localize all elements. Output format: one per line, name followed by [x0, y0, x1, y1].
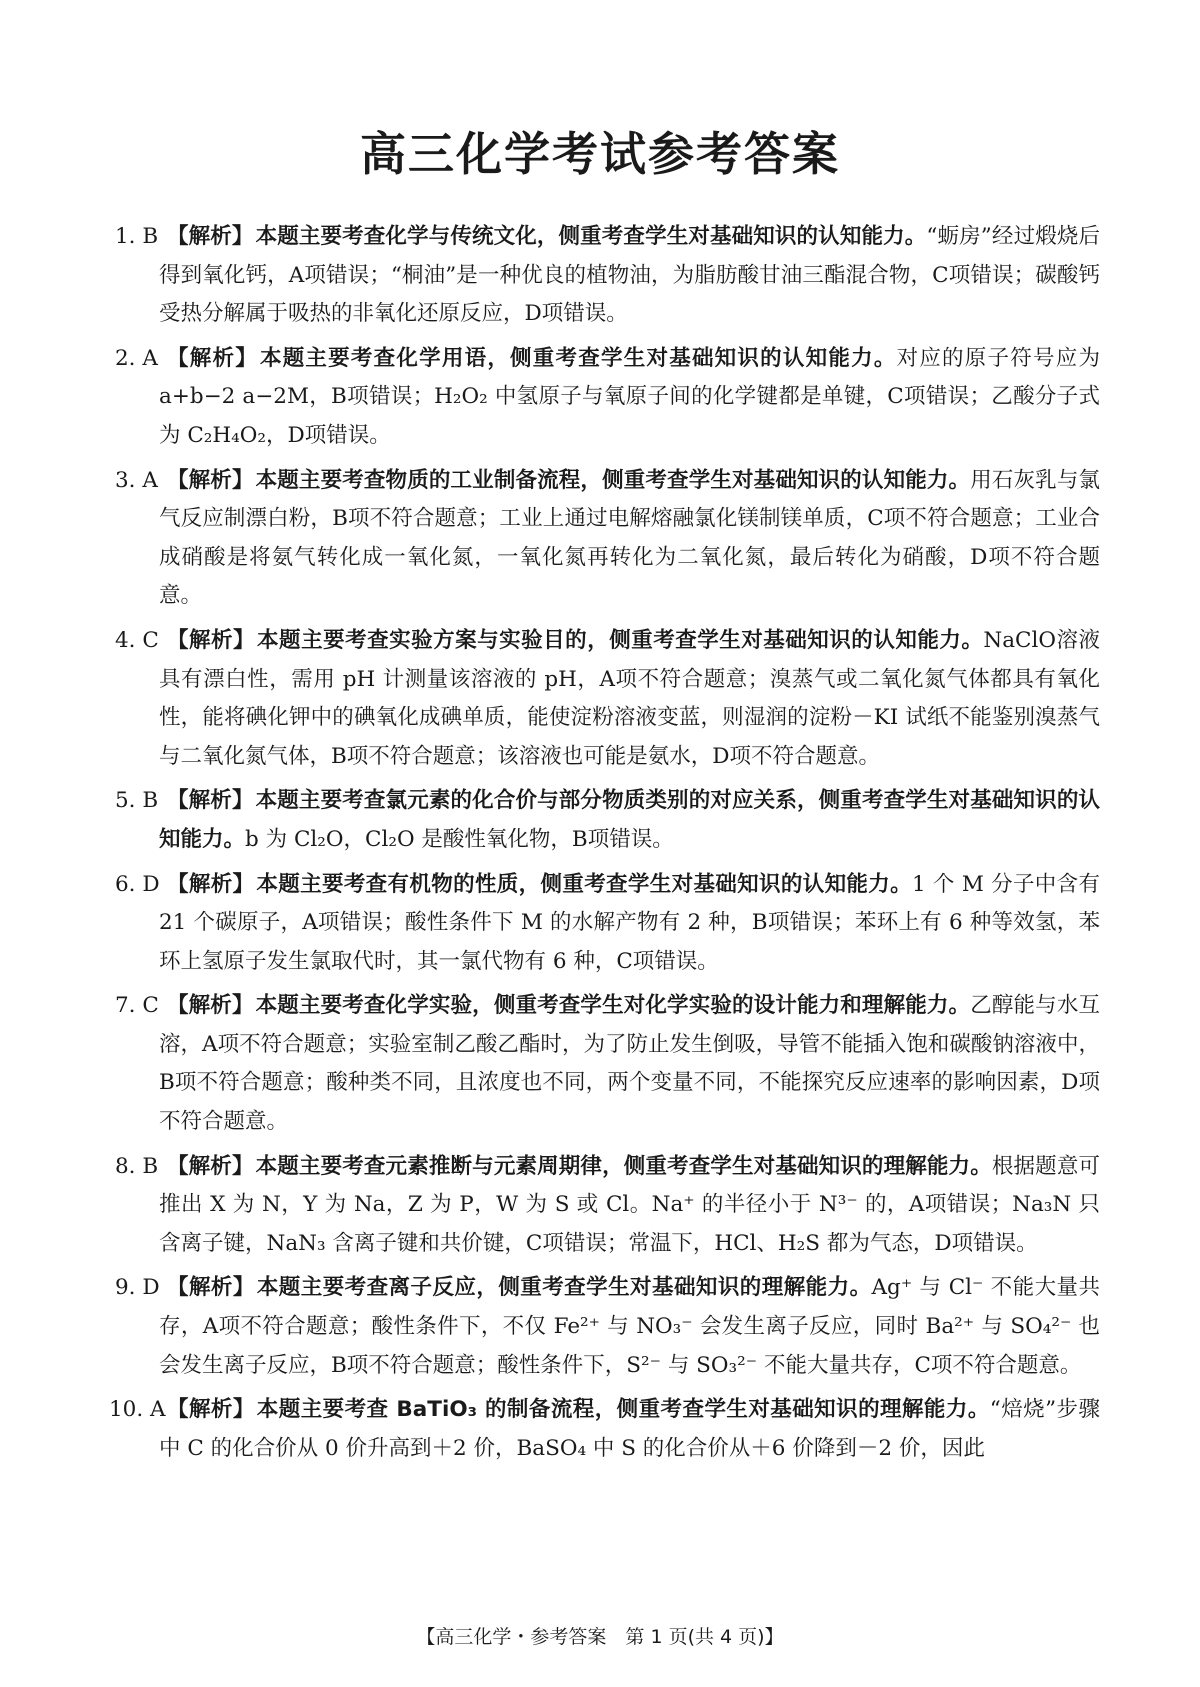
analysis-body: b 为 Cl₂O，Cl₂O 是酸性氧化物，B项错误。: [245, 826, 674, 852]
answer-item-6: [115, 866, 1100, 982]
analysis-focus: 本题主要考查有机物的性质，侧重考查学生对基础知识的认知能力。: [256, 871, 912, 897]
analysis-focus: 本题主要考查元素推断与元素周期律，侧重考查学生对基础知识的理解能力。: [255, 1153, 992, 1179]
answer-number: 5. B: [115, 788, 159, 814]
analysis-focus: 本题主要考查化学与传统文化，侧重考查学生对基础知识的认知能力。: [255, 224, 927, 249]
page-title: 高三化学考试参考答案: [360, 127, 840, 181]
analysis-body: Ag⁺ 与 Cl⁻ 不能大量共存，A项不符合题意；酸性条件下，不仅 Fe²⁺ 与 NO₃⁻ 会发生离子反应，同时 Ba²⁺ 与 SO₄²⁻ 也会发生离子反应，B项不符合题意；酸性条件下，S²⁻ 与 SO₃²⁻ 不能大量共存，C项不符合题意。: [159, 1275, 1100, 1378]
answer-item-1: [115, 218, 1100, 334]
answer-item-3: [115, 462, 1100, 616]
analysis-body: 根据题意可推出 X 为 N，Y 为 Na，Z 为 P，W 为 S 或 Cl。Na⁺ 的半径小于 N³⁻ 的，A项错误；Na₃N 只含离子键，NaN₃ 含离子键和共价键，C项错误；常温下，HCl、H₂S 都为气态，D项错误。: [159, 1153, 1100, 1256]
analysis-tag: 【解析】: [167, 788, 254, 814]
analysis-tag: 【解析】: [167, 1397, 255, 1423]
analysis-body: 对应的原子符号应为 a+b−2 a−2M，B项错误；H₂O₂ 中氢原子与氧原子间的化学键都是单键，C项错误；乙酸分子式为 C₂H₄O₂，D项错误。: [159, 345, 1100, 448]
analysis-focus: 本题主要考查实验方案与实验目的，侧重考查学生对基础知识的认知能力。: [257, 627, 984, 653]
analysis-focus: 本题主要考查 BaTiO₃ 的制备流程，侧重考查学生对基础知识的理解能力。: [256, 1397, 990, 1423]
answer-number: 8. B: [115, 1153, 159, 1179]
analysis-focus: 本题主要考查物质的工业制备流程，侧重考查学生对基础知识的认知能力。: [255, 467, 971, 493]
answer-number: 4. C: [115, 627, 159, 653]
answer-item-4: [115, 622, 1100, 776]
analysis-body: “蛎房”经过煅烧后得到氧化钙，A项错误；“桐油”是一种优良的植物油，为脂肪酸甘油三酯混合物，C项错误；碳酸钙受热分解属于吸热的非氧化还原反应，D项错误。: [159, 224, 1100, 327]
answer-item-8: [115, 1148, 1100, 1264]
analysis-tag: 【解析】: [167, 224, 254, 249]
analysis-tag: 【解析】: [167, 627, 256, 653]
answer-number: 9. D: [115, 1275, 160, 1301]
analysis-tag: 【解析】: [167, 345, 258, 371]
page-footer: 【高三化学・参考答案 第 1 页(共 4 页)】: [416, 1626, 784, 1648]
analysis-tag: 【解析】: [167, 467, 254, 493]
analysis-tag: 【解析】: [167, 1153, 254, 1179]
analysis-focus: 本题主要考查化学用语，侧重考查学生对基础知识的认知能力。: [259, 345, 897, 371]
answer-item-2: [115, 340, 1100, 456]
answer-list: [109, 218, 1100, 1474]
analysis-tag: 【解析】: [167, 1275, 255, 1301]
analysis-tag: 【解析】: [167, 993, 254, 1019]
analysis-focus: 本题主要考查氯元素的化合价与部分物质类别的对应关系，侧重考查学生对基础知识的认知能力。: [159, 788, 1100, 852]
answer-item-7: [115, 987, 1100, 1141]
answer-item-10: [109, 1391, 1100, 1468]
answer-item-9: [115, 1269, 1100, 1385]
analysis-body: 1 个 M 分子中含有 21 个碳原子，A项错误；酸性条件下 M 的水解产物有 2 种，B项错误；苯环上有 6 种等效氢，苯环上氢原子发生氯取代时，其一氯代物有 6 种，C项错误。: [159, 871, 1100, 974]
analysis-body: NaClO溶液具有漂白性，需用 pH 计测量该溶液的 pH，A项不符合题意；溴蒸气或二氧化氮气体都具有氧化性，能将碘化钾中的碘氧化成碘单质，能使淀粉溶液变蓝，则湿润的淀粉－KI 试纸不能鉴别溴蒸气与二氧化氮气体，B项不符合题意；该溶液也可能是氨水，D项不符合题意。: [159, 627, 1100, 769]
answer-number: 3. A: [115, 467, 158, 493]
answer-number: 10. A: [109, 1397, 166, 1423]
answer-number: 6. D: [115, 871, 160, 897]
analysis-body: 乙醇能与水互溶，A项不符合题意；实验室制乙酸乙酯时，为了防止发生倒吸，导管不能插入饱和碳酸钠溶液中，B项不符合题意；酸种类不同，且浓度也不同，两个变量不同，不能探究反应速率的影响因素，D项不符合题意。: [159, 993, 1100, 1135]
answer-number: 7. C: [115, 993, 159, 1019]
analysis-focus: 本题主要考查化学实验，侧重考查学生对化学实验的设计能力和理解能力。: [255, 993, 971, 1019]
analysis-focus: 本题主要考查离子反应，侧重考查学生对基础知识的理解能力。: [256, 1275, 872, 1301]
answer-number: 1. B: [115, 224, 159, 249]
answer-number: 2. A: [115, 345, 158, 371]
analysis-body: 用石灰乳与氯气反应制漂白粉，B项不符合题意；工业上通过电解熔融氯化镁制镁单质，C项不符合题意；工业合成硝酸是将氨气转化成一氧化氮，一氧化氮再转化为二氧化氮，最后转化为硝酸，D项不符合题意。: [159, 467, 1100, 609]
analysis-body: “焙烧”步骤中 C 的化合价从 0 价升高到＋2 价，BaSO₄ 中 S 的化合价从＋6 价降到－2 价，因此: [159, 1397, 1100, 1461]
analysis-tag: 【解析】: [167, 871, 255, 897]
answer-item-5: [115, 782, 1100, 859]
